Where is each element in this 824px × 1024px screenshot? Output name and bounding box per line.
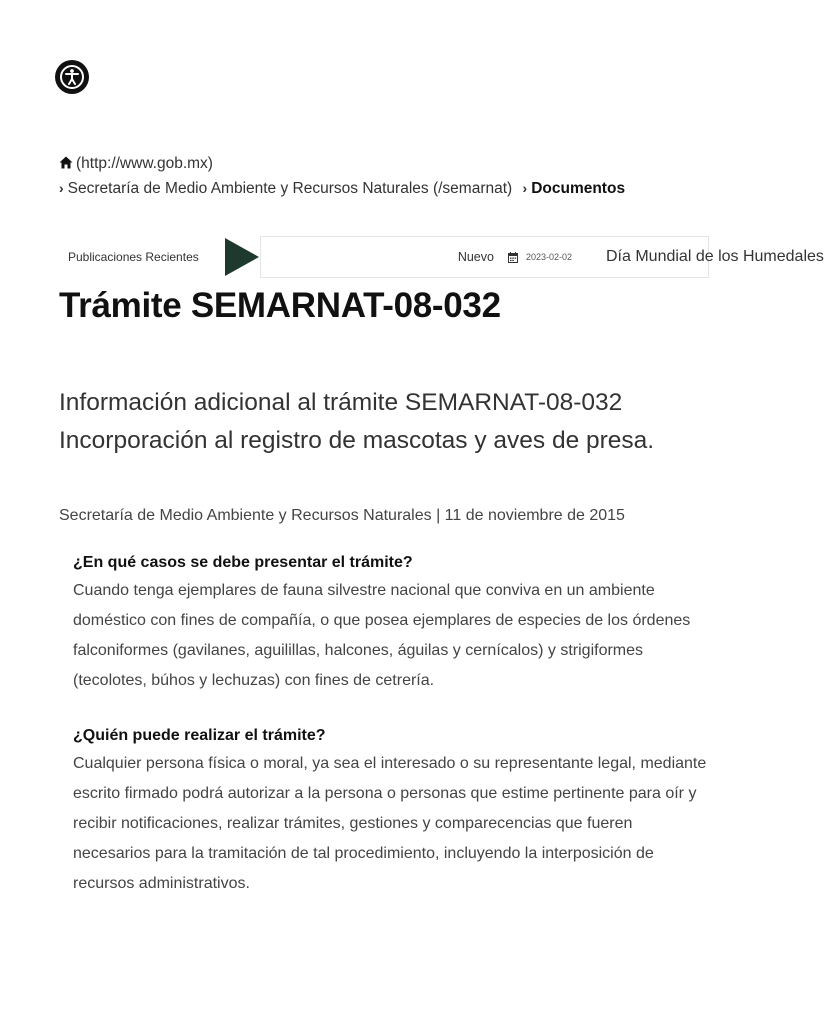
- breadcrumb-semarnat-link[interactable]: Secretaría de Medio Ambiente y Recursos Naturales (/semarnat): [67, 180, 513, 197]
- section-who: [73, 723, 713, 899]
- accessibility-button[interactable]: [55, 60, 89, 94]
- chevron-right-icon: ›: [522, 180, 528, 196]
- section-question: ¿Quién puede realizar el trámite?: [73, 727, 326, 744]
- section-cases: [73, 550, 713, 696]
- section-question: ¿En qué casos se debe presentar el trámite?: [73, 554, 413, 571]
- ticker-item[interactable]: [260, 236, 824, 278]
- article-meta: Secretaría de Medio Ambiente y Recursos Naturales | 11 de noviembre de 2015: [59, 507, 625, 524]
- ticker-date: 2023-02-02: [525, 252, 572, 262]
- ticker-label: Publicaciones Recientes: [68, 250, 199, 264]
- ticker-title[interactable]: Día Mundial de los Humedales: [606, 248, 824, 265]
- section-answer: Cuando tenga ejemplares de fauna silvestre nacional que conviva en un ambiente doméstico con fines de compañía, o que posea ejemplares de especies de los órdenes falconiformes (gavilanes, aguilillas, halcones, águilas y cernícalos) y strigiformes (tecolotes, búhos y lechuzas) con fines de cetrería.: [73, 582, 691, 689]
- breadcrumb-current: Documentos: [531, 180, 626, 197]
- play-arrow-icon[interactable]: [224, 236, 260, 278]
- breadcrumb-home-link[interactable]: [59, 155, 213, 172]
- section-answer: Cualquier persona física o moral, ya sea el interesado o su representante legal, mediante escrito firmado podrá autorizar a la persona o personas que estime pertinente para oír y recibir notificaciones, realizar trámites, gestiones y comparecencias que fueren necesarios para la tramitación de tal procedimiento, incluyendo la interposición de recursos administrativos.: [73, 755, 707, 892]
- new-badge: Nuevo: [457, 250, 494, 264]
- breadcrumb: [59, 152, 719, 201]
- calendar-icon: [508, 252, 518, 263]
- accessibility-icon: [58, 63, 86, 91]
- chevron-right-icon: ›: [59, 180, 64, 196]
- article-subtitle: Información adicional al trámite SEMARNAT-08-032 Incorporación al registro de mascotas y aves de presa.: [59, 389, 655, 454]
- home-icon: [59, 156, 73, 169]
- page-title: Trámite SEMARNAT-08-032: [59, 286, 501, 325]
- recent-publications-ticker: [59, 236, 824, 278]
- breadcrumb-home-label: (http://www.gob.mx): [76, 155, 213, 172]
